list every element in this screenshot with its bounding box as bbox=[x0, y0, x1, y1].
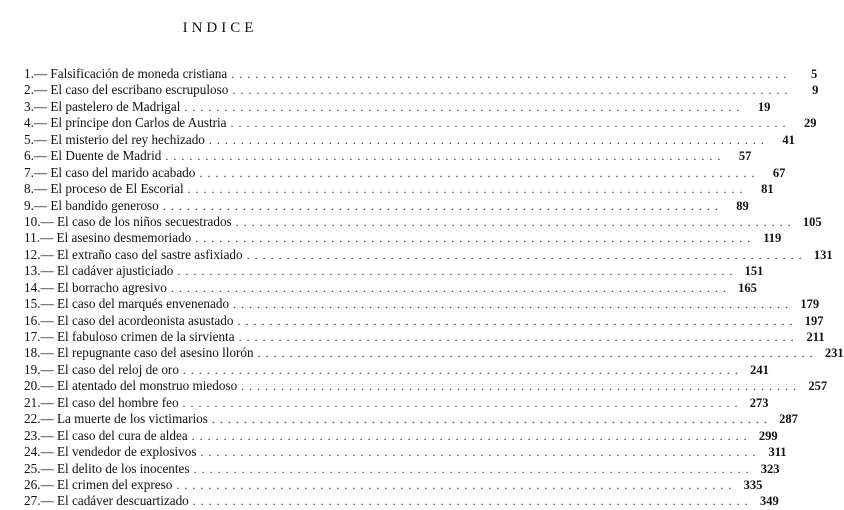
entry-title: — El misterio del rey hechizado bbox=[33, 131, 205, 147]
entry-page-number: 287 bbox=[779, 412, 798, 427]
entry-number: 19. bbox=[24, 361, 41, 377]
entry-number: 18. bbox=[24, 345, 41, 361]
entry-title: — El caso del acordeonista asustado bbox=[40, 312, 234, 328]
dot-leader bbox=[247, 247, 803, 263]
toc-entry bbox=[24, 197, 749, 214]
dot-leader bbox=[239, 329, 795, 345]
dot-leader bbox=[183, 362, 739, 378]
dot-leader bbox=[231, 115, 787, 131]
dot-leader bbox=[241, 378, 797, 394]
entry-title: — El crimen del expreso bbox=[40, 476, 173, 492]
entry-number: 26. bbox=[24, 476, 41, 492]
entry-title: — El delito de los inocentes bbox=[40, 460, 190, 476]
entry-title: — La muerte de los victimarios bbox=[40, 411, 208, 427]
entry-page-number: 323 bbox=[760, 461, 780, 476]
dot-leader bbox=[183, 395, 739, 411]
entry-title: — El atentado del monstruo miedoso bbox=[40, 378, 238, 394]
toc-entry bbox=[24, 460, 780, 477]
entry-page-number: 165 bbox=[738, 280, 757, 295]
entry-page-number: 57 bbox=[738, 149, 752, 164]
dot-leader bbox=[184, 99, 740, 115]
entry-title: — El proceso de El Escorial bbox=[33, 181, 184, 197]
toc-entry bbox=[24, 279, 757, 296]
entry-page-number: 273 bbox=[749, 395, 769, 410]
entry-title: — El caso del hombre feo bbox=[40, 394, 179, 410]
toc-entry bbox=[24, 476, 763, 493]
entry-number: 1. bbox=[24, 66, 34, 81]
toc-entry bbox=[24, 329, 825, 345]
entry-number: 13. bbox=[24, 263, 41, 279]
dot-leader bbox=[195, 230, 751, 246]
entry-number: 17. bbox=[24, 329, 41, 344]
entry-title: — El repugnante caso del asesino llorón bbox=[40, 345, 254, 361]
entry-page-number: 131 bbox=[813, 247, 833, 262]
entry-number: 4. bbox=[24, 115, 34, 131]
dot-leader bbox=[236, 214, 792, 230]
entry-page-number: 19 bbox=[757, 99, 771, 114]
entry-page-number: 105 bbox=[802, 214, 822, 229]
entry-title: — El caso del cura de aldea bbox=[40, 427, 188, 443]
entry-number: 15. bbox=[24, 296, 41, 312]
toc-entry bbox=[24, 493, 779, 509]
toc-entry bbox=[24, 66, 818, 82]
toc-entry bbox=[24, 213, 822, 230]
entry-title: — El príncipe don Carlos de Austria bbox=[33, 115, 227, 131]
toc-entry bbox=[24, 263, 764, 279]
dot-leader bbox=[194, 461, 750, 477]
entry-page-number: 9 bbox=[812, 83, 819, 98]
entry-title: — El extraño caso del sastre asfixiado bbox=[40, 246, 243, 262]
dot-leader bbox=[201, 444, 757, 460]
toc-entry bbox=[24, 164, 786, 181]
dot-leader bbox=[171, 280, 727, 296]
entry-page-number: 179 bbox=[800, 297, 820, 312]
entry-page-number: 311 bbox=[768, 445, 787, 460]
toc-entry bbox=[24, 378, 828, 394]
toc-entry bbox=[24, 230, 782, 246]
dot-leader bbox=[199, 165, 755, 181]
entry-number: 22. bbox=[24, 411, 41, 427]
toc-entry bbox=[24, 131, 795, 148]
entry-page-number: 89 bbox=[736, 198, 749, 213]
entry-page-number: 41 bbox=[782, 132, 795, 147]
dot-leader bbox=[176, 477, 732, 493]
entry-title: — El caso del escribano escrupuloso bbox=[33, 82, 229, 98]
entry-number: 2. bbox=[24, 82, 34, 98]
entry-page-number: 81 bbox=[761, 182, 774, 197]
entry-title: — El cadáver ajusticiado bbox=[40, 263, 174, 279]
toc-entry bbox=[24, 361, 769, 378]
entry-title: — Falsificación de moneda cristiana bbox=[33, 66, 228, 81]
dot-leader bbox=[212, 411, 768, 427]
entry-number: 11. bbox=[24, 230, 40, 246]
entry-page-number: 29 bbox=[804, 116, 817, 131]
entry-number: 14. bbox=[24, 279, 41, 295]
entry-title: — El cadáver descuartizado bbox=[40, 493, 189, 509]
dot-leader bbox=[192, 428, 748, 444]
entry-page-number: 335 bbox=[743, 477, 763, 492]
entry-number: 24. bbox=[24, 444, 41, 460]
dot-leader bbox=[165, 148, 721, 164]
entry-title: — El caso del marqués envenenado bbox=[40, 296, 230, 312]
toc-entry bbox=[24, 115, 817, 131]
toc-entry bbox=[24, 411, 798, 427]
entry-title: — El vendedor de explosivos bbox=[40, 444, 197, 460]
entry-number: 5. bbox=[24, 131, 34, 147]
entry-number: 23. bbox=[24, 427, 41, 443]
entry-page-number: 119 bbox=[763, 231, 782, 246]
entry-number: 20. bbox=[24, 378, 41, 394]
dot-leader bbox=[233, 296, 789, 312]
entry-page-number: 349 bbox=[760, 494, 779, 509]
entry-title: — El asesino desmemoriado bbox=[40, 230, 192, 246]
entry-number: 9. bbox=[24, 197, 34, 213]
toc-entry bbox=[24, 181, 774, 197]
entry-title: — El caso del marido acabado bbox=[33, 164, 196, 180]
entry-number: 12. bbox=[24, 246, 41, 262]
entry-title: — El pastelero de Madrigal bbox=[33, 98, 181, 114]
entry-page-number: 5 bbox=[811, 67, 818, 81]
dot-leader bbox=[231, 66, 787, 82]
entry-page-number: 241 bbox=[750, 362, 769, 377]
toc-entry bbox=[24, 312, 824, 329]
table-of-contents bbox=[24, 66, 844, 510]
toc-entry bbox=[24, 296, 820, 312]
entry-number: 25. bbox=[24, 460, 41, 476]
dot-leader bbox=[237, 313, 793, 329]
entry-title: — El caso de los niños secuestrados bbox=[40, 213, 232, 229]
dot-leader bbox=[209, 132, 765, 148]
entry-title: — El caso del reloj de oro bbox=[40, 361, 179, 377]
entry-number: 21. bbox=[24, 394, 41, 410]
entry-number: 7. bbox=[24, 164, 34, 180]
entry-page-number: 257 bbox=[808, 379, 828, 394]
dot-leader bbox=[193, 493, 749, 509]
entry-page-number: 197 bbox=[804, 313, 824, 328]
entry-page-number: 67 bbox=[772, 165, 786, 180]
dot-leader bbox=[177, 263, 733, 279]
toc-entry bbox=[24, 345, 844, 361]
entry-number: 10. bbox=[24, 213, 41, 229]
entry-title: — El bandido generoso bbox=[33, 197, 159, 213]
toc-entry bbox=[24, 394, 769, 411]
toc-entry bbox=[24, 98, 771, 115]
toc-entry bbox=[24, 82, 819, 98]
entry-number: 16. bbox=[24, 312, 41, 328]
toc-entry bbox=[24, 246, 833, 263]
dot-leader bbox=[232, 82, 788, 98]
toc-entry bbox=[24, 148, 752, 164]
dot-leader bbox=[188, 181, 744, 197]
entry-title: — El Duente de Madrid bbox=[33, 148, 162, 164]
entry-number: 6. bbox=[24, 148, 34, 164]
entry-title: — El fabuloso crimen de la sirvienta bbox=[40, 329, 235, 344]
entry-page-number: 211 bbox=[806, 330, 825, 344]
entry-page-number: 151 bbox=[744, 264, 764, 279]
page-title: INDICE bbox=[182, 20, 258, 36]
entry-page-number: 299 bbox=[758, 428, 778, 443]
dot-leader bbox=[163, 198, 719, 214]
entry-title: — El borracho agresivo bbox=[40, 279, 167, 295]
toc-entry bbox=[24, 444, 787, 460]
entry-page-number: 231 bbox=[824, 346, 844, 361]
entry-number: 27. bbox=[24, 493, 41, 509]
dot-leader bbox=[258, 345, 814, 361]
entry-number: 8. bbox=[24, 181, 34, 197]
toc-entry bbox=[24, 427, 778, 444]
entry-number: 3. bbox=[24, 98, 34, 114]
